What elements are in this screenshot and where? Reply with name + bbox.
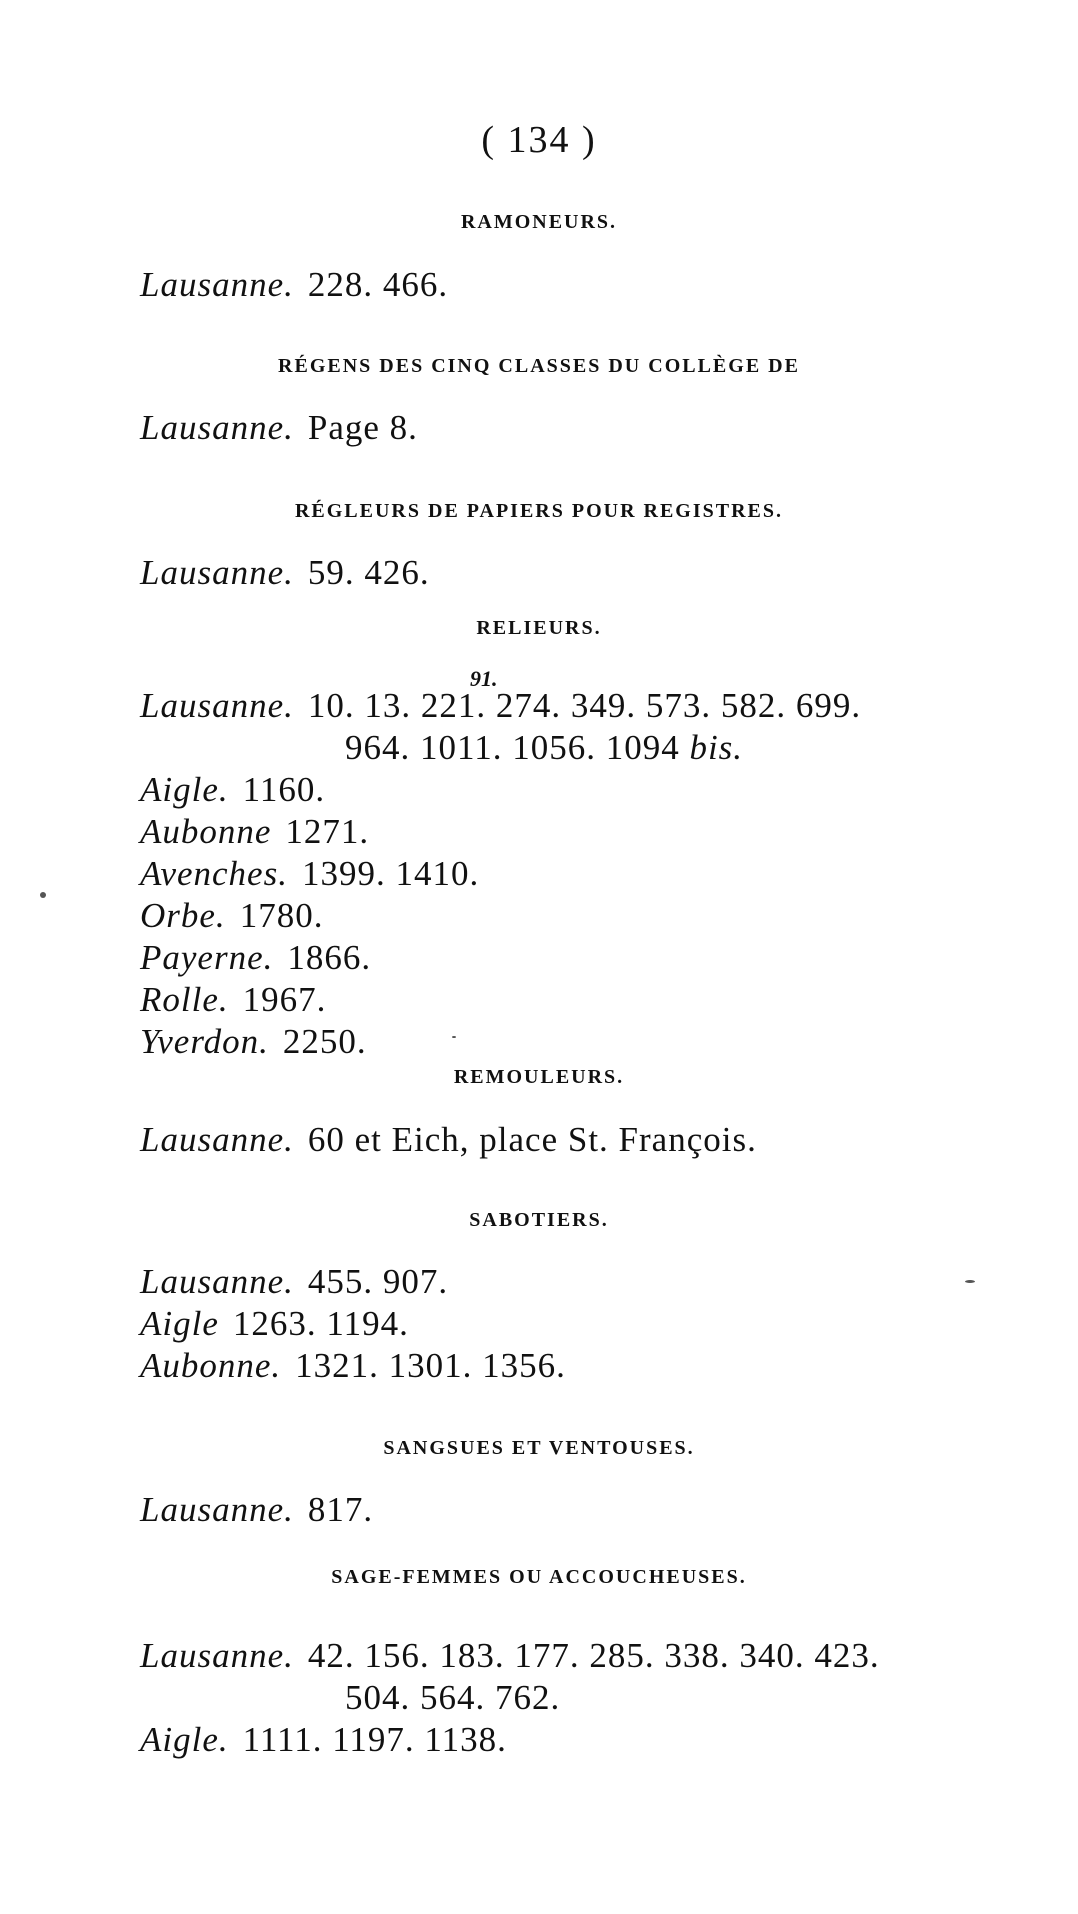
entry-line (140, 770, 325, 810)
entry-place: Avenches. (140, 854, 288, 893)
entry-place: Lausanne. (140, 408, 294, 447)
entry-numbers: 1321. 1301. 1356. (295, 1346, 566, 1385)
section-heading-ramoneurs: RAMONEURS. (460, 211, 618, 233)
entry-line (140, 1720, 507, 1760)
entry-place: Lausanne. (140, 1262, 294, 1301)
entry-numbers: 60 et Eich, place St. François. (307, 1120, 757, 1159)
entry-place: Lausanne. (140, 1490, 294, 1529)
entry-line (140, 938, 371, 978)
entry-continuation (345, 728, 743, 768)
entry-numbers: 59. 426. (307, 553, 430, 592)
entry-bis: bis. (689, 728, 744, 767)
entry-place: Lausanne. (140, 553, 294, 592)
scan-speck (40, 892, 46, 898)
entry-place: Payerne. (140, 938, 274, 977)
entry-place: Orbe. (140, 896, 226, 935)
section-heading-sage-femmes: SAGE-FEMMES OU ACCOUCHEUSES. (331, 1566, 747, 1588)
entry-numbers: Page 8. (307, 408, 418, 447)
entry-numbers: 1967. (242, 980, 327, 1019)
entry-place: Aigle. (140, 1720, 229, 1759)
entry-line (140, 408, 418, 448)
entry-numbers: 1160. (242, 770, 326, 809)
entry-numbers: 1111. 1197. 1138. (242, 1720, 507, 1759)
scan-speck (452, 1036, 456, 1038)
entry-line (140, 896, 323, 936)
handwritten-note: 91. (470, 666, 498, 691)
entry-place: Rolle. (140, 980, 229, 1019)
entry-line (140, 980, 326, 1020)
entry-line (140, 1304, 409, 1344)
entry-line (140, 686, 861, 726)
entry-numbers: 1399. 1410. (301, 854, 480, 893)
entry-line (140, 1120, 757, 1160)
section-heading-relieurs: RELIEURS. (476, 617, 602, 639)
page-number: ( 134 ) (481, 119, 597, 161)
entry-line (140, 1346, 566, 1386)
section-heading-regens: RÉGENS DES CINQ CLASSES DU COLLÈGE DE (278, 355, 800, 377)
entry-line (140, 1262, 448, 1302)
entry-numbers: 1271. (285, 812, 370, 851)
entry-place: Yverdon. (140, 1022, 269, 1061)
entry-line (140, 1636, 880, 1676)
entry-place: Aubonne (140, 812, 272, 851)
entry-numbers: 42. 156. 183. 177. 285. 338. 340. 423. (307, 1636, 880, 1675)
entry-line (140, 854, 479, 894)
entry-numbers: 455. 907. (307, 1262, 449, 1301)
entry-line (140, 265, 448, 305)
entry-numbers: 964. 1011. 1056. 1094 (345, 728, 680, 767)
entry-place: Lausanne. (140, 1120, 294, 1159)
entry-line (140, 812, 369, 852)
section-heading-remouleurs: REMOULEURS. (453, 1066, 625, 1088)
entry-place: Aubonne. (140, 1346, 282, 1385)
section-heading-sabotiers: SABOTIERS. (469, 1209, 609, 1231)
entry-place: Lausanne. (140, 265, 294, 304)
entry-line (140, 553, 430, 593)
section-heading-regleurs: RÉGLEURS DE PAPIERS POUR REGISTRES. (294, 500, 784, 522)
entry-line (140, 1022, 367, 1062)
entry-place: Aigle. (140, 770, 229, 809)
entry-numbers: 817. (307, 1490, 374, 1529)
entry-numbers: 1780. (239, 896, 324, 935)
entry-line (140, 1490, 373, 1530)
entry-continuation (345, 1678, 560, 1718)
entry-numbers: 1263. 1194. (232, 1304, 409, 1343)
entry-numbers: 504. 564. 762. (345, 1678, 561, 1717)
scan-speck (965, 1280, 975, 1283)
entry-numbers: 2250. (282, 1022, 367, 1061)
entry-numbers: 228. 466. (307, 265, 449, 304)
entry-place: Lausanne. (140, 686, 294, 725)
entry-place: Aigle (140, 1304, 219, 1343)
entry-place: Lausanne. (140, 1636, 294, 1675)
section-heading-sangsues: SANGSUES ET VENTOUSES. (383, 1437, 695, 1459)
entry-numbers: 1866. (287, 938, 372, 977)
entry-numbers: 10. 13. 221. 274. 349. 573. 582. 699. (307, 686, 862, 725)
